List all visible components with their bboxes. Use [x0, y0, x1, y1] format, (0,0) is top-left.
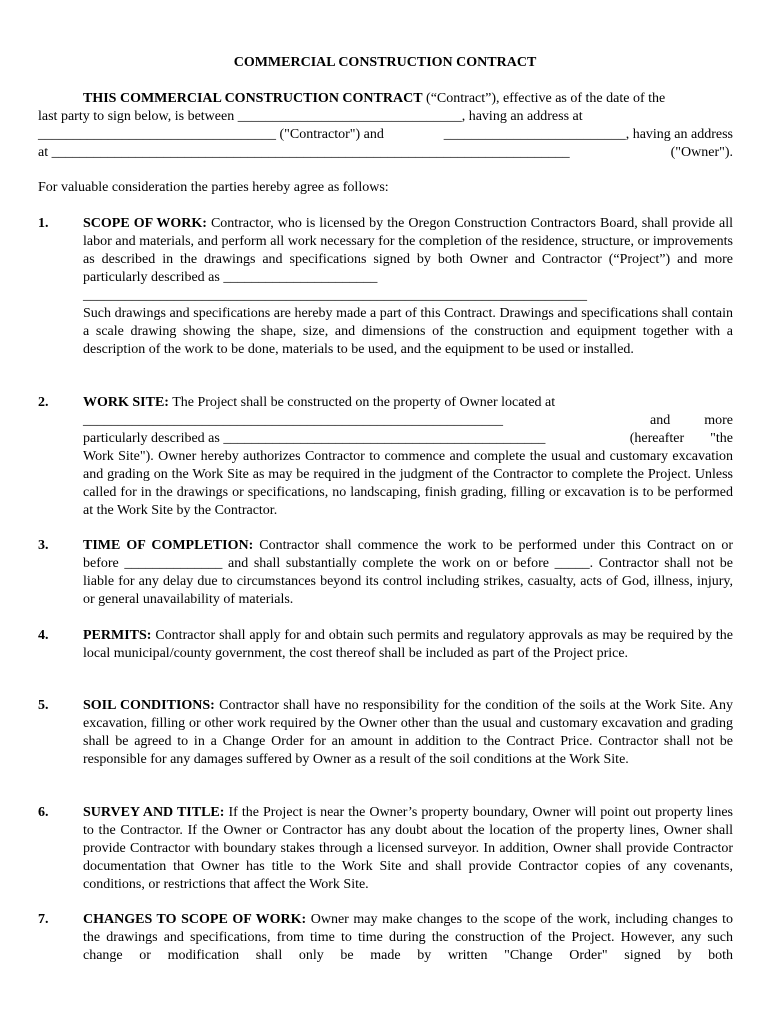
section-body: [83, 911, 733, 965]
section-survey-and-title: [38, 804, 733, 894]
section-blank-line: ________________________________________________________________________: [83, 288, 587, 303]
intro-line-2: last party to sign below, is between ________________________________, having an address at: [38, 109, 583, 124]
section-body: [83, 804, 733, 894]
intro-line-3: [38, 126, 733, 144]
intro-bold: THIS COMMERCIAL CONSTRUCTION CONTRACT: [83, 91, 423, 106]
section-text: Work Site"). Owner hereby authorizes Contractor to commence and complete the usual and customary excavation and grading on the Work Site as may be required in the judgment of the Contractor to complete the Project. Unless called for in the drawings or specifications, no landscaping, finish grading, filling or excavation is to be performed at the Work Site by the Contractor.: [83, 449, 733, 518]
section-line-3-b: (hereafter: [629, 431, 685, 446]
section-text-2: Such drawings and specifications are hereby made a part of this Contract. Drawings and specifications shall contain a scale drawing showing the shape, size, and dimensions of the construction and equipment together with a description of the work to be done, materials to be used, and the equipment to be used or installed.: [83, 306, 733, 357]
intro-line-1: [38, 90, 733, 108]
section-body: [83, 215, 733, 359]
section-heading: TIME OF COMPLETION:: [83, 538, 254, 553]
section-text: Contractor, who is licensed by the Oregon Construction Contractors Board, shall provide all labor and materials, and perform all work necessary for the completion of the residence, structure, or improvements as described in the drawings and specifications signed by both Owner and Contractor (“Project”) and more particularly described as ______________________: [83, 216, 734, 285]
intro-line-3-a: __________________________________ ("Contractor") and: [38, 127, 384, 142]
section-permits: [38, 627, 733, 663]
section-changes-to-scope: [38, 911, 733, 965]
section-line-1: The Project shall be constructed on the property of Owner located at: [168, 395, 556, 410]
intro-line-3-b: __________________________, having an address: [443, 127, 733, 142]
section-number: 7.: [38, 912, 49, 927]
section-heading: WORK SITE:: [83, 395, 169, 410]
section-line-3: [83, 430, 733, 448]
section-body: [83, 627, 733, 663]
section-heading: SOIL CONDITIONS:: [83, 698, 215, 713]
section-number: 2.: [38, 395, 49, 410]
section-line-2: [83, 412, 733, 430]
section-text: If the Project is near the Owner’s property boundary, Owner will point out property lines to the Contractor. If the Owner or Contractor has any doubt about the location of the property lines, Owner shall provide Contractor with boundary stakes through a licensed surveyor. In addition, Owner shall provide Contractor documentation that Owner has title to the Work Site and shall provide Contractor copies of any covenants, conditions, or restrictions that affect the Work Site.: [83, 805, 733, 892]
intro-paragraph: [38, 90, 733, 162]
document-title: COMMERCIAL CONSTRUCTION CONTRACT: [233, 55, 537, 70]
section-heading: SCOPE OF WORK:: [83, 216, 207, 231]
lead-paragraph: For valuable consideration the parties hereby agree as follows:: [38, 180, 389, 195]
section-body: [83, 537, 733, 609]
section-soil-conditions: [38, 697, 733, 769]
section-number: 6.: [38, 805, 49, 820]
intro-line-4-b: ("Owner").: [670, 145, 733, 160]
intro-line-1-rest: (“Contract”), effective as of the date of the: [422, 91, 666, 106]
section-text: Owner may make changes to the scope of the work, including changes to the drawings and specifications, from time to time during the construction of the Project. However, any such change or modification shall only be made by written "Change Order" signed by both: [83, 912, 733, 963]
section-text: Contractor shall commence the work to be performed under this Contract on or before ______________ and shall substantially complete the work on or before _____. Contractor shall not be liable for any delay due to circumstances beyond its control including strikes, casualty, acts of God, illness, injury, or general unavailability of materials.: [83, 538, 734, 607]
section-heading: SURVEY AND TITLE:: [83, 805, 225, 820]
section-number: 5.: [38, 698, 49, 713]
section-heading: CHANGES TO SCOPE OF WORK:: [83, 912, 307, 927]
section-number: 3.: [38, 538, 49, 553]
intro-line-4-a: at __________________________________________________________________________: [38, 145, 570, 160]
section-line-3-c: "the: [710, 431, 733, 446]
section-time-of-completion: [38, 537, 733, 609]
section-line-2-c: more: [704, 413, 733, 428]
section-text: Contractor shall apply for and obtain such permits and regulatory approvals as may be required by the local municipal/county government, the cost thereof shall be included as part of the Project price.: [83, 628, 733, 661]
section-line-3-a: particularly described as ______________________________________________: [83, 431, 546, 446]
section-work-site: [38, 394, 733, 520]
section-line-2-a: ____________________________________________________________: [83, 413, 503, 428]
section-text: Contractor shall have no responsibility for the condition of the soils at the Work Site. Any excavation, filling or other work required by the Owner other than the usual and customary excavation and grading shall be agreed to in a Change Order for an amount in addition to the Contract Price. Contractor shall not be responsible for any damages suffered by Owner as a result of the soil conditions at the Work Site.: [83, 698, 733, 767]
section-number: 1.: [38, 216, 49, 231]
section-body: [83, 394, 733, 520]
section-heading: PERMITS:: [83, 628, 152, 643]
section-scope-of-work: [38, 215, 733, 359]
intro-line-4: [38, 144, 733, 162]
section-line-2-b: and: [650, 413, 671, 428]
section-body: [83, 697, 733, 769]
section-number: 4.: [38, 628, 49, 643]
